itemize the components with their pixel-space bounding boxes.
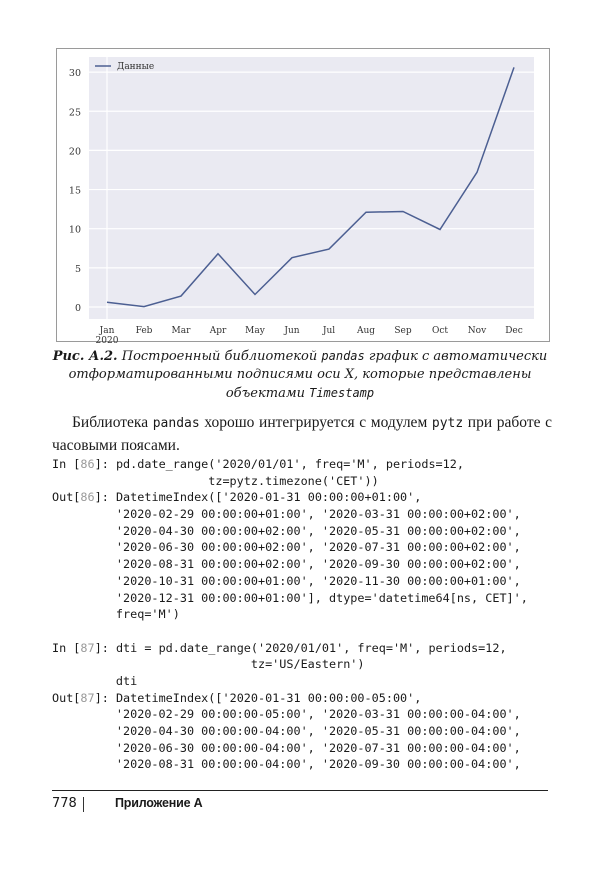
x-tick-label: Nov bbox=[467, 326, 487, 336]
code-line: tz=pytz.timezone('CET')) bbox=[52, 473, 379, 488]
code-line: '2020-02-29 00:00:00-05:00', '2020-03-31 00:00:00-04:00', bbox=[52, 707, 521, 722]
caption-label: Рис. А.2. bbox=[52, 349, 118, 364]
x-tick-label: Oct bbox=[431, 326, 449, 336]
page-number: 778 bbox=[52, 796, 77, 811]
y-tick-label: 0 bbox=[74, 303, 81, 314]
y-tick-label: 15 bbox=[68, 185, 81, 197]
code-line bbox=[52, 623, 572, 640]
x-tick-label: Dec bbox=[505, 326, 523, 336]
x-tick-label: Jun bbox=[284, 326, 300, 336]
x-tick-label: Sep bbox=[394, 326, 412, 336]
x-tick-label: May bbox=[245, 326, 265, 336]
code-listing bbox=[52, 456, 572, 773]
paragraph-text: Библиотека bbox=[72, 414, 153, 431]
paragraph-text: при работе с часовыми поясами. bbox=[52, 414, 552, 454]
y-tick-label: 30 bbox=[68, 68, 81, 80]
figure-caption bbox=[40, 347, 560, 403]
caption-code-pandas: pandas bbox=[321, 349, 365, 363]
code-line: '2020-06-30 00:00:00-04:00', '2020-07-31 00:00:00-04:00', bbox=[52, 740, 521, 755]
code-line: '2020-04-30 00:00:00-04:00', '2020-05-31 00:00:00-04:00', bbox=[52, 724, 521, 738]
code-line: dti bbox=[52, 673, 138, 688]
code-line: freq='M') bbox=[52, 607, 180, 622]
code-line: '2020-12-31 00:00:00+01:00'], dtype='datetime64[ns, CET]', bbox=[52, 590, 528, 605]
y-tick-label: 5 bbox=[74, 263, 81, 275]
legend-label: Данные bbox=[117, 62, 155, 72]
footer-rule bbox=[52, 790, 548, 791]
code-line: '2020-08-31 00:00:00+02:00', '2020-09-30 00:00:00+02:00', bbox=[52, 557, 521, 572]
y-tick-label: 25 bbox=[68, 107, 81, 119]
code-line: Out[87]: DatetimeIndex(['2020-01-31 00:00:00-05:00', bbox=[52, 690, 422, 705]
line-chart bbox=[57, 49, 551, 343]
caption-text: график с автоматически отформатированными подписями оси X, которые представлены объектами bbox=[68, 349, 548, 401]
figure-frame bbox=[56, 48, 550, 342]
y-tick-label: 10 bbox=[68, 224, 81, 236]
code-line: '2020-02-29 00:00:00+01:00', '2020-03-31 00:00:00+02:00', bbox=[52, 507, 521, 522]
code-line: '2020-10-31 00:00:00+01:00', '2020-11-30 00:00:00+01:00', bbox=[52, 573, 521, 588]
section-name: Приложение А bbox=[115, 796, 203, 810]
code-line: tz='US/Eastern') bbox=[52, 657, 365, 672]
x-tick-label: Mar bbox=[171, 326, 191, 336]
caption-code-timestamp: Timestamp bbox=[309, 386, 375, 400]
code-line: In [87]: dti = pd.date_range('2020/01/01', freq='M', periods=12, bbox=[52, 640, 507, 655]
footer-separator bbox=[83, 797, 84, 812]
cell-number: 87 bbox=[80, 690, 95, 705]
x-tick-label: Jul bbox=[322, 326, 336, 336]
x-tick-label: Aug bbox=[356, 326, 376, 336]
paragraph-text: хорошо интегрируется с модулем bbox=[199, 414, 432, 431]
x-tick-label: Feb bbox=[135, 326, 153, 336]
body-paragraph bbox=[52, 412, 552, 457]
code-line: '2020-04-30 00:00:00+02:00', '2020-05-31 00:00:00+02:00', bbox=[52, 523, 521, 538]
caption-text: Построенный библиотекой bbox=[117, 349, 322, 364]
code-line: Out[86]: DatetimeIndex(['2020-01-31 00:00:00+01:00', bbox=[52, 490, 422, 505]
cell-number: 87 bbox=[80, 640, 95, 655]
code-line: In [86]: pd.date_range('2020/01/01', freq='M', periods=12, bbox=[52, 457, 464, 471]
inline-code-pytz: pytz bbox=[431, 416, 464, 431]
y-tick-label: 20 bbox=[68, 146, 81, 158]
x-tick-label: Apr bbox=[209, 326, 227, 336]
code-line: '2020-08-31 00:00:00-04:00', '2020-09-30 00:00:00-04:00', bbox=[52, 757, 521, 772]
x-tick-label: Jan bbox=[99, 326, 115, 336]
inline-code-pandas: pandas bbox=[152, 416, 200, 431]
code-line: '2020-06-30 00:00:00+02:00', '2020-07-31 00:00:00+02:00', bbox=[52, 540, 521, 555]
x-tick-sublabel: 2020 bbox=[95, 336, 119, 343]
cell-number: 86 bbox=[80, 457, 95, 471]
cell-number: 86 bbox=[80, 490, 95, 505]
